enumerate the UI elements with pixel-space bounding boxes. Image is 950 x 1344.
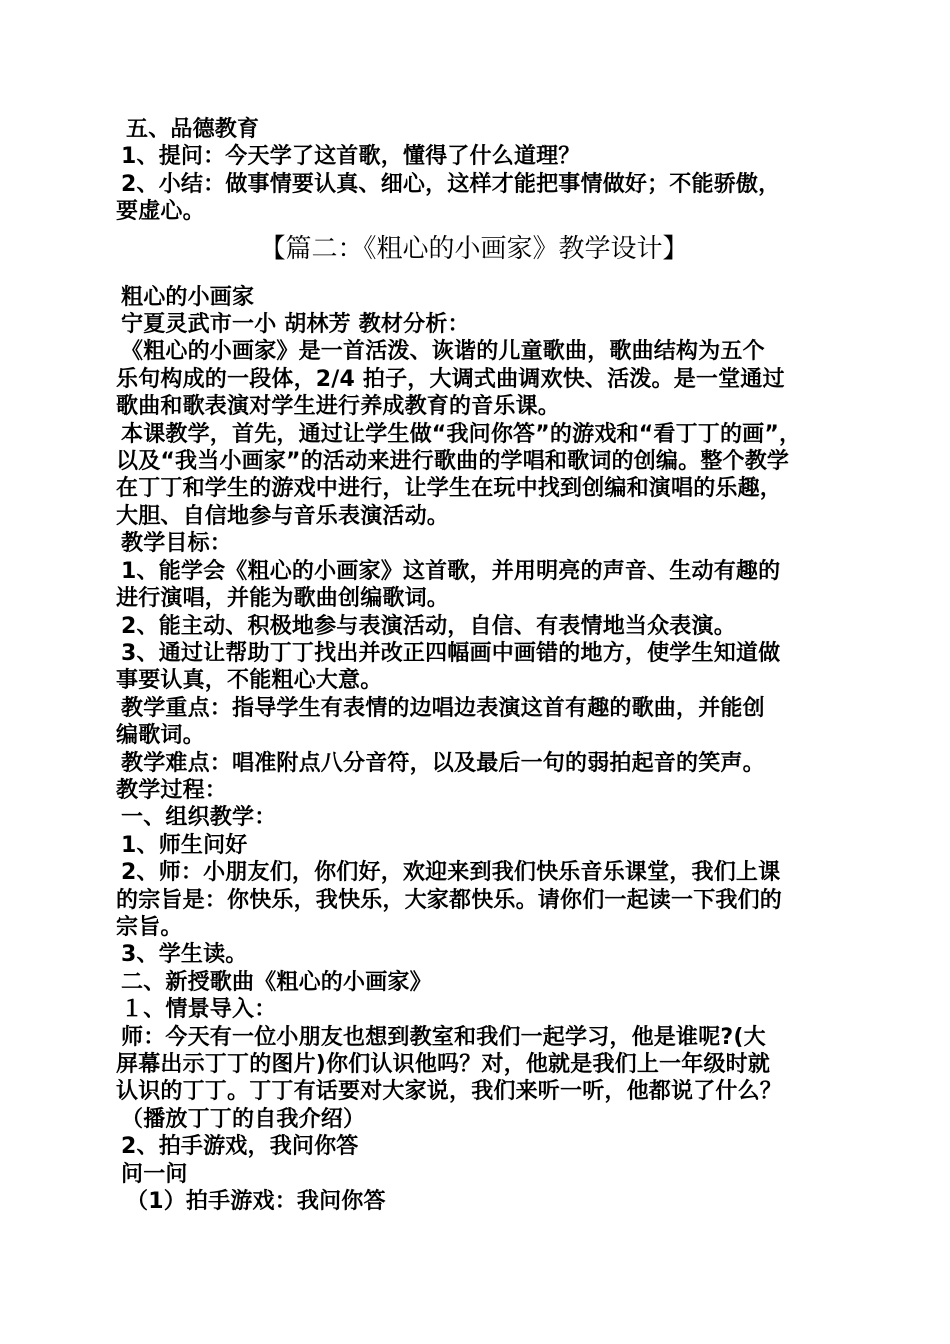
goals-title: 教学目标： (121, 531, 233, 557)
analysis-line-3: 歌曲和歌表演对学生进行养成教育的音乐课。 (116, 394, 561, 420)
process-title: 教学过程： (116, 777, 228, 803)
step-two-clap-game-sub: （1）拍手游戏：我问你答 (126, 1189, 386, 1215)
key-point-line-2: 编歌词。 (116, 723, 205, 749)
step-two-clap-game: 2、拍手游戏，我问你答 (121, 1134, 359, 1160)
analysis-line-6: 在丁丁和学生的游戏中进行，让学生在玩中找到创编和演唱的乐趣， (116, 476, 783, 502)
step-two-text-line-1: 师：今天有一位小朋友也想到教室和我们一起学习，他是谁呢?(大 (121, 1024, 766, 1050)
step-two-text-line-3: 认识的丁丁。丁丁有话要对大家说，我们来听一听，他都说了什么？ (116, 1079, 783, 1105)
analysis-line-2: 乐句构成的一段体，2/4 拍子，大调式曲调欢快、活泼。是一堂通过 (116, 366, 785, 392)
step-two-title: 二、新授歌曲《粗心的小画家》 (121, 969, 432, 995)
article-heading: 【篇二：《粗心的小画家》教学设计】 (259, 233, 689, 264)
analysis-line-5: 以及“我当小画家”的活动来进行歌曲的学唱和歌词的创编。整个教学 (116, 449, 790, 475)
analysis-line-7: 大胆、自信地参与音乐表演活动。 (116, 503, 450, 529)
goal-line-1: 1、能学会《粗心的小画家》这首歌，并用明亮的声音、生动有趣的 (121, 558, 781, 584)
step-one-title: 一、组织教学： (121, 805, 277, 831)
author-line: 宁夏灵武市一小 胡林芳 教材分析： (121, 312, 470, 338)
section-five-question: 1、提问：今天学了这首歌，懂得了什么道理？ (121, 144, 581, 170)
step-two-text-line-2: 屏幕出示丁丁的图片)你们认识他吗？对，他就是我们上一年级时就 (116, 1052, 771, 1077)
section-five-summary-line-1: 2、小结：做事情要认真、细心，这样才能把事情做好；不能骄傲， (121, 171, 781, 197)
section-five-summary-line-2: 要虚心。 (116, 199, 205, 225)
difficulty-line: 教学难点：唱准附点八分音符，以及最后一句的弱拍起音的笑声。 (121, 750, 765, 776)
key-point-line-1: 教学重点：指导学生有表情的边唱边表演这首有趣的歌曲，并能创 (121, 695, 765, 721)
section-five-title: 五、品德教育 (126, 117, 260, 142)
goal-line-3: 2、能主动、积极地参与表演活动，自信、有表情地当众表演。 (121, 613, 736, 639)
step-one-students-read: 3、学生读。 (121, 942, 248, 968)
step-one-greeting: 1、师生问好 (121, 832, 248, 858)
goal-line-5: 事要认真，不能粗心大意。 (116, 668, 383, 694)
analysis-line-4: 本课教学，首先，通过让学生做“我问你答”的游戏和“看丁丁的画”， (121, 421, 802, 447)
step-one-teacher-line-2: 的宗旨是：你快乐，我快乐，大家都快乐。请你们一起读一下我们的 (116, 887, 783, 913)
article-title: 粗心的小画家 (121, 284, 255, 310)
goal-line-2: 进行演唱，并能为歌曲创编歌词。 (116, 586, 450, 612)
step-one-teacher-line-3: 宗旨。 (116, 914, 183, 940)
step-two-ask: 问一问 (121, 1161, 188, 1187)
goal-line-4: 3、通过让帮助丁丁找出并改正四幅画中画错的地方，使学生知道做 (121, 640, 781, 666)
step-two-text-line-4: （播放丁丁的自我介绍） (121, 1106, 366, 1132)
step-two-intro: １、情景导入： (121, 997, 277, 1023)
step-one-teacher-line-1: 2、师：小朋友们，你们好，欢迎来到我们快乐音乐课堂，我们上课 (121, 860, 781, 886)
analysis-line-1: 《粗心的小画家》是一首活泼、诙谐的儿童歌曲，歌曲结构为五个 (121, 339, 765, 365)
document-page (116, 116, 832, 1215)
